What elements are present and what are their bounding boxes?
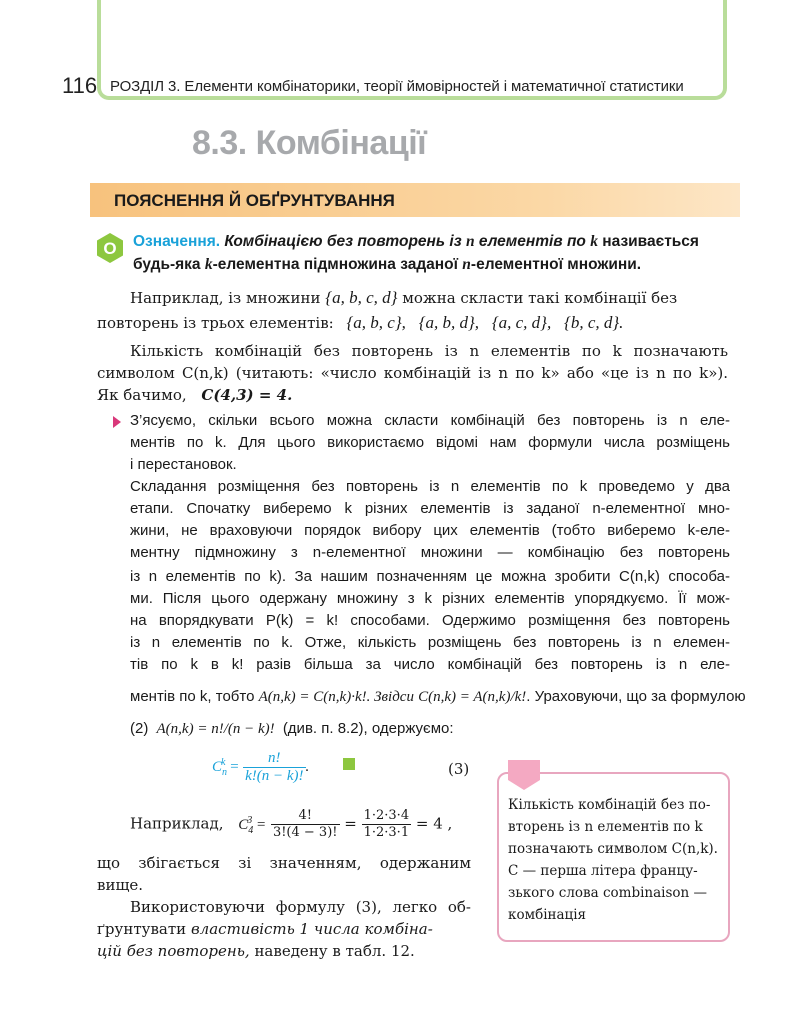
definition-text: елементів по [478, 233, 586, 250]
sidebar-line: вторень із n елементів по k [508, 819, 703, 835]
math-set: {a, b, c, d} [325, 288, 398, 307]
definition-line-2 [133, 256, 641, 274]
numerator: 1·2·3·4 [363, 808, 410, 823]
proof-line: ментну підмножину з n-елементної множини — комбінацію без повторень [130, 544, 730, 561]
result: = 4 , [415, 814, 453, 833]
numerator: 4! [271, 808, 340, 825]
proof-line-13 [130, 686, 746, 708]
formula-3-label: (3) [448, 760, 470, 778]
var-n: n [465, 233, 475, 250]
sidebar-line: позначають символом C(n,k). [508, 841, 718, 857]
math-formula: A(n,k) = C(n,k)·k!. Звідси [258, 689, 414, 705]
example-2-line-3: вище. [97, 876, 144, 894]
sidebar-line: комбінація [508, 907, 587, 923]
text: повторень із трьох елементів: [97, 314, 334, 332]
definition-badge-letter: O [103, 239, 117, 258]
definition-text: будь-яка [133, 256, 201, 273]
text: можна скласти такі комбінації без [402, 289, 678, 307]
text: (див. п. 8.2), одержуємо: [282, 720, 454, 737]
var-n: n [462, 256, 471, 273]
proof-line: Складання розміщення без повторень із n елементів по k проведемо у два [130, 478, 730, 495]
example-2-line-6 [97, 940, 415, 962]
count-line-1: Кількість комбінацій без повторень із n елементів по k позначають [130, 342, 728, 360]
math-set: {a, b, c}, [346, 313, 406, 332]
page-number: 116 [62, 73, 98, 98]
proof-line: етапи. Спочатку виберемо k різних елементів із заданої n-елементної мно- [130, 500, 730, 517]
example-2-line-4: Використовуючи формулу (3), легко об- [130, 898, 471, 916]
chapter-title: РОЗДІЛ 3. Елементи комбінаторики, теорії ймовірностей і математичної статистики [110, 78, 684, 95]
text: Наприклад, [130, 814, 224, 833]
example-2-fraction-2 [362, 808, 411, 841]
denominator: 1·2·3·1 [363, 825, 410, 840]
proof-line-14 [130, 718, 454, 740]
example-2-line-5 [97, 918, 473, 940]
definition-text: називається [602, 233, 699, 250]
example-1-line-2 [97, 312, 737, 334]
italic-text: цій без повторень, [97, 942, 250, 960]
definition-badge-icon [97, 233, 123, 263]
count-line-2: символом C(n,k) (читають: «число комбінацій із n по k» або «це із n по k»). [97, 364, 728, 382]
math-formula: A(n,k) = n!/(n − k)! [156, 721, 275, 737]
text: (2) [130, 720, 149, 737]
example-2-line-2: що збігається зі значенням, одержаним [97, 854, 471, 872]
definition-line-1 [133, 233, 699, 251]
count-line-3 [97, 384, 292, 406]
text: Наприклад, із множини [130, 289, 321, 307]
math-formula: C(4,3) = 4. [201, 386, 293, 404]
text: ментів по k, тобто [130, 688, 255, 705]
definition-lead: Означення. [133, 233, 221, 250]
proof-line: і перестановок. [130, 456, 237, 473]
formula-3: $C_n^k$ = $\frac{n!}{k!(n - k)!}$ . [212, 750, 310, 784]
text: наведену в табл. 12. [254, 942, 415, 960]
math-set: {a, c, d}, [491, 313, 552, 332]
proof-line: ментів по k. Для цього використаємо відомі нам формули числа розміщень [130, 434, 730, 451]
math-set: {a, b, d}, [418, 313, 480, 332]
proof-line: ми. Після цього одержану множину з k різних елементів упорядкуємо. Її мож- [130, 590, 730, 607]
sidebar-text [508, 794, 724, 926]
section-title: 8.3. Комбінації [192, 124, 427, 162]
proof-line: із n елементів по k. Отже, кількість розміщень без повторень із n елемен- [130, 634, 730, 651]
text: ґрунтувати [97, 920, 187, 938]
denominator: 3!(4 − 3)! [272, 825, 338, 840]
italic-text: властивість 1 числа комбіна- [190, 920, 433, 938]
definition-text: -елементної множини. [470, 256, 642, 273]
bookmark-tab-icon [508, 760, 540, 790]
definition-text: -елементна підмножина заданої [212, 256, 458, 273]
formula-3-fraction [243, 750, 305, 785]
explanation-band [90, 183, 740, 217]
formula-3-denominator: k!(n − k)! [245, 768, 304, 784]
text: Як бачимо, [97, 386, 187, 404]
proof-line: із n елементів по k). За нашим позначенням це можна зробити C(n,k) способа- [130, 568, 730, 585]
text: . Ураховуючи, що за формулою [526, 688, 746, 705]
example-2-fraction-1 [271, 808, 340, 841]
example-1-line-1 [130, 287, 730, 309]
sidebar-line: C — перша літера францу- [508, 863, 698, 879]
band-label: ПОЯСНЕННЯ Й ОБҐРУНТУВАННЯ [114, 191, 395, 210]
var-k: k [204, 256, 213, 273]
proof-line: З’ясуємо, скільки всього можна скласти комбінацій без повторень із n еле- [130, 412, 730, 429]
sidebar-line: Кількість комбінацій без по- [508, 797, 711, 813]
example-2-line-1: Наприклад, $C_4^3$ = $\frac{4!}{3!(4 - 3)!}$ = $\frac{1\cdot 2\cdot 3\cdot 4}{1\cdot 2\cdot 3\cdot 1}$ = 4 , [130, 808, 453, 840]
end-of-proof-square-icon [343, 758, 355, 770]
math-formula: C(n,k) = A(n,k)/k! [418, 689, 527, 705]
formula-3-numerator: n! [243, 750, 305, 768]
var-k: k [590, 233, 598, 250]
definition-term: Комбінацією без повторень із [224, 233, 462, 250]
proof-start-arrow-icon [113, 416, 121, 428]
math-set: {b, c, d}. [564, 313, 624, 332]
proof-line: жини, не враховуючи порядок вибору цих елементів (тобто виберемо k-еле- [130, 522, 730, 539]
sidebar-line: зького слова combinaison — [508, 885, 708, 901]
proof-line: на впорядкувати P(k) = k! способами. Одержимо розміщення без повторень [130, 612, 730, 629]
proof-line: тів по k в k! разів більша за число комбінацій без повторень із n еле- [130, 656, 730, 673]
